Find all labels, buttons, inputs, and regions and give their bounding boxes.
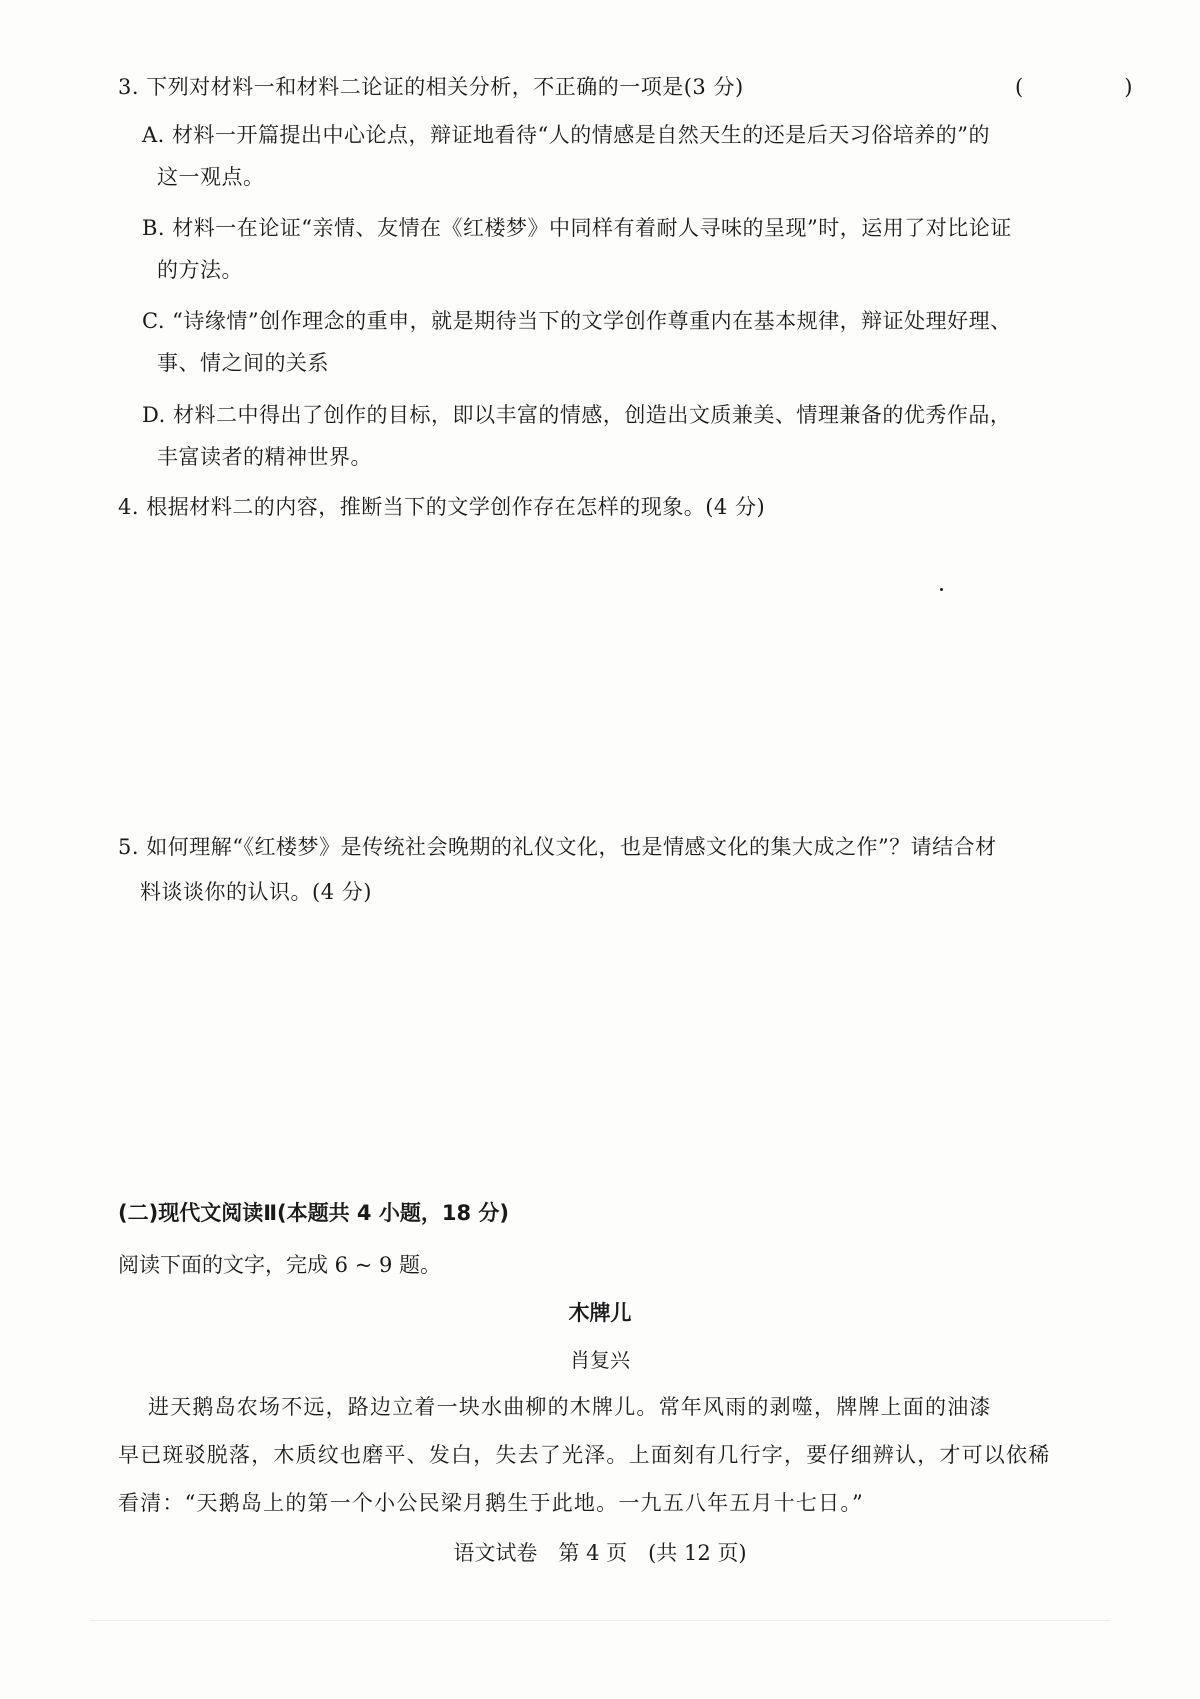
q3-option-d-line2: 丰富读者的精神世界。 <box>157 445 372 469</box>
q4-stem: 4. 根据材料二的内容，推断当下的文学创作存在怎样的现象。(4 分) <box>118 495 766 519</box>
q3-option-c-line2: 事、情之间的关系 <box>157 351 329 375</box>
story-paragraph-line3: 看清：“天鹅岛上的第一个小公民梁月鹅生于此地。一九五八年五月十七日。” <box>118 1491 864 1515</box>
section-heading: (二)现代文阅读Ⅱ(本题共 4 小题，18 分) <box>118 1201 509 1225</box>
q3-option-b-line2: 的方法。 <box>157 258 243 282</box>
story-title: 木牌儿 <box>568 1301 632 1325</box>
story-paragraph-line2: 早已斑驳脱落，木质纹也磨平、发白，失去了光泽。上面刻有几行字，要仔细辨认，才可以依稀 <box>118 1443 1051 1467</box>
q3-answer-bracket: ( ) <box>1015 75 1173 99</box>
q3-stem: 3. 下列对材料一和材料二论证的相关分析，不正确的一项是(3 分) <box>118 75 744 99</box>
reading-instruction: 阅读下面的文字，完成 6 ~ 9 题。 <box>118 1253 442 1277</box>
page-footer: 语文试卷 第 4 页 (共 12 页) <box>453 1541 747 1565</box>
scan-edge <box>90 1620 1110 1621</box>
q3-option-a-line2: 这一观点。 <box>157 165 265 189</box>
q3-option-d-line1: D. 材料二中得出了创作的目标，即以丰富的情感，创造出文质兼美、情理兼备的优秀作品， <box>142 403 1012 427</box>
scan-speck <box>940 588 943 591</box>
story-author: 肖复兴 <box>570 1348 630 1372</box>
story-paragraph-line1: 进天鹅岛农场不远，路边立着一块水曲柳的木牌儿。常年风雨的剥噬，牌牌上面的油漆 <box>148 1395 992 1419</box>
q3-option-c-line1: C. “诗缘情”创作理念的重申，就是期待当下的文学创作尊重内在基本规律，辩证处理好理、 <box>142 309 1012 333</box>
q5-stem-line1: 5. 如何理解“《红楼梦》是传统社会晚期的礼仪文化，也是情感文化的集大成之作”？请结合材 <box>118 835 997 859</box>
q3-option-a-line1: A. 材料一开篇提出中心论点，辩证地看待“人的情感是自然天生的还是后天习俗培养的”的 <box>142 123 990 147</box>
q5-stem-line2: 料谈谈你的认识。(4 分) <box>140 880 372 904</box>
q3-option-b-line1: B. 材料一在论证“亲情、友情在《红楼梦》中同样有着耐人寻味的呈现”时，运用了对比论证 <box>142 216 1012 240</box>
